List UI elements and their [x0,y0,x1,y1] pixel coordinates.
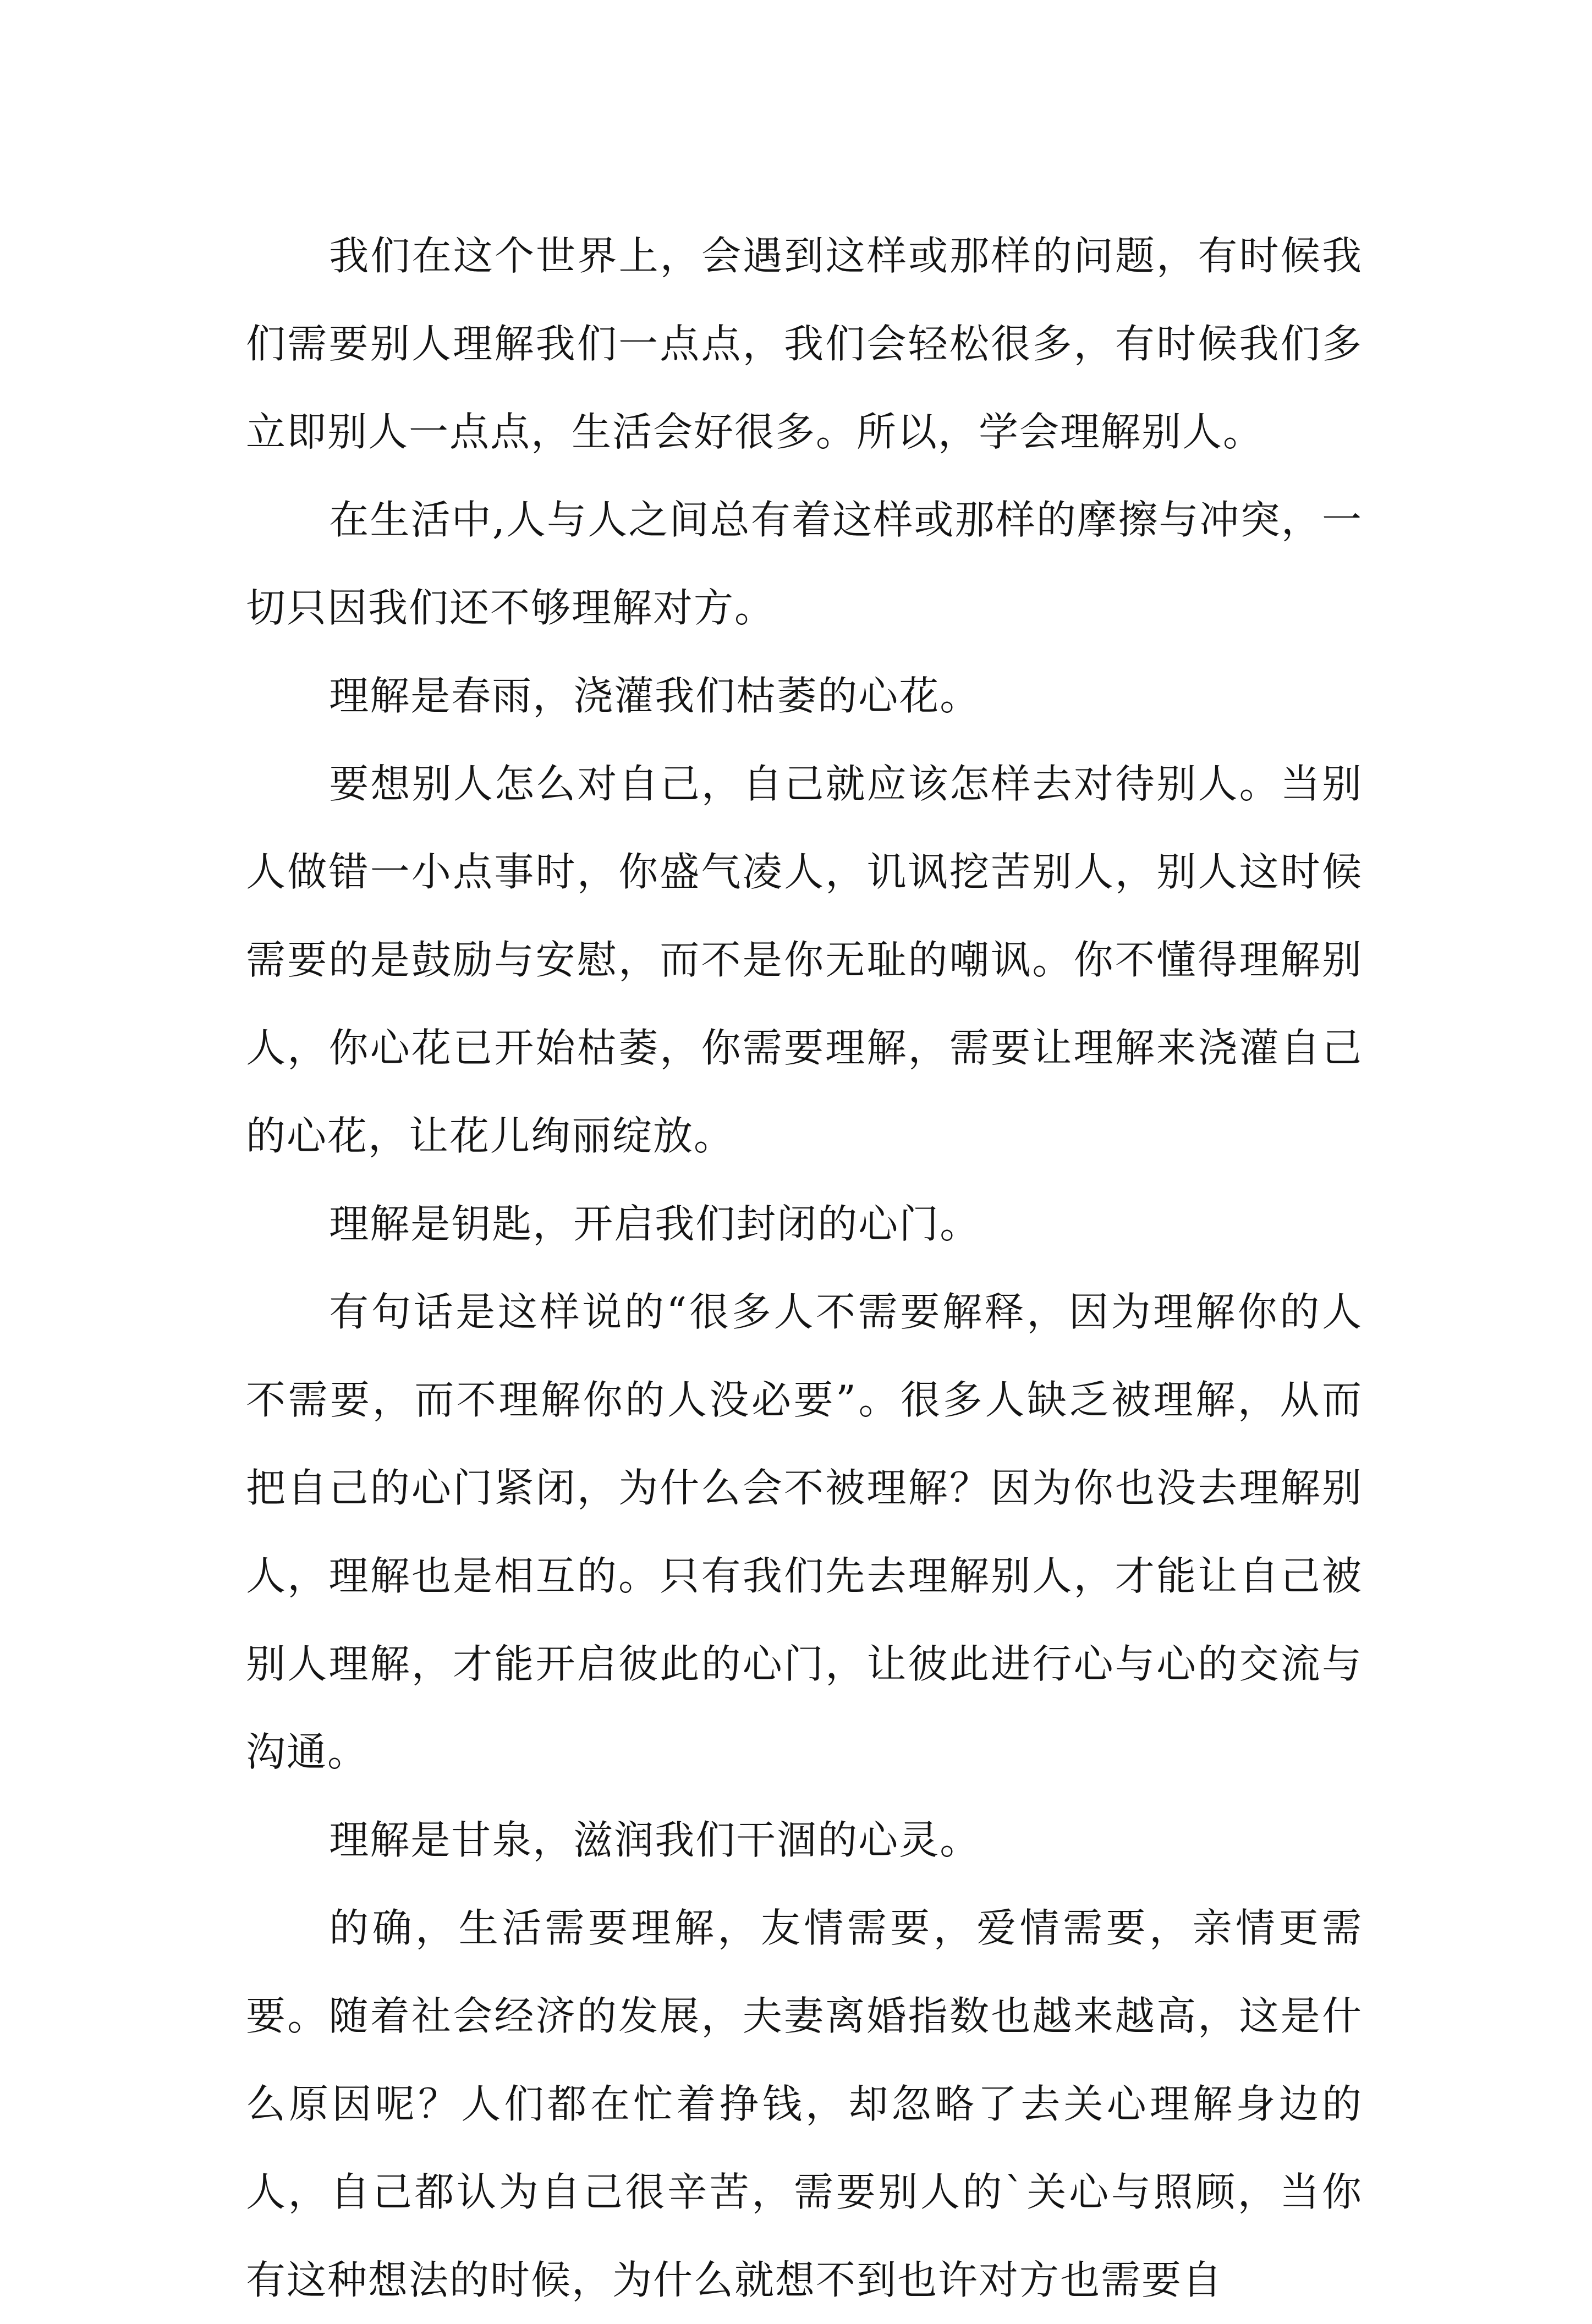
paragraph-heading-spring-rain: 理解是春雨，浇灌我们枯萎的心花。 [329,673,981,719]
paragraph-conflict: 在生活中,人与人之间总有着这样或那样的摩擦与冲突，一切只因我们还不够理解对方。 [246,497,1363,631]
paragraph-saying: 有句话是这样说的“很多人不需要解释，因为理解你的人不需要，而不理解你的人没必要”。很多人缺乏被理解，从而把自己的心门紧闭，为什么会不被理解？因为你也没去理解别人，理解也是相互的。只有我们先去理解别人，才能让自己被别人理解，才能开启彼此的心门，让彼此进行心与心的交流与沟通。 [246,1289,1363,1775]
paragraph-life-needs-understanding: 的确，生活需要理解，友情需要，爱情需要，亲情更需要。随着社会经济的发展，夫妻离婚指数也越来越高，这是什么原因呢？人们都在忙着挣钱，却忽略了去关心理解身边的人，自己都认为自己很辛苦，需要别人的`关心与照顾，当你有这种想法的时候，为什么就想不到也许对方也需要自 [246,1905,1363,2303]
paragraph-treat-others: 要想别人怎么对自己，自己就应该怎样去对待别人。当别人做错一小点事时，你盛气凌人，讥讽挖苦别人，别人这时候需要的是鼓励与安慰，而不是你无耻的嘲讽。你不懂得理解别人，你心花已开始枯萎，你需要理解，需要让理解来浇灌自己的心花，让花儿绚丽绽放。 [246,761,1363,1159]
paragraph-heading-spring-water: 理解是甘泉，滋润我们干涸的心灵。 [329,1817,981,1863]
paragraph-heading-key: 理解是钥匙，开启我们封闭的心门。 [329,1201,981,1247]
paragraph-intro: 我们在这个世界上，会遇到这样或那样的问题，有时候我们需要别人理解我们一点点，我们会轻松很多，有时候我们多立即别人一点点，生活会好很多。所以，学会理解别人。 [246,233,1363,455]
body-text [246,212,1363,2324]
